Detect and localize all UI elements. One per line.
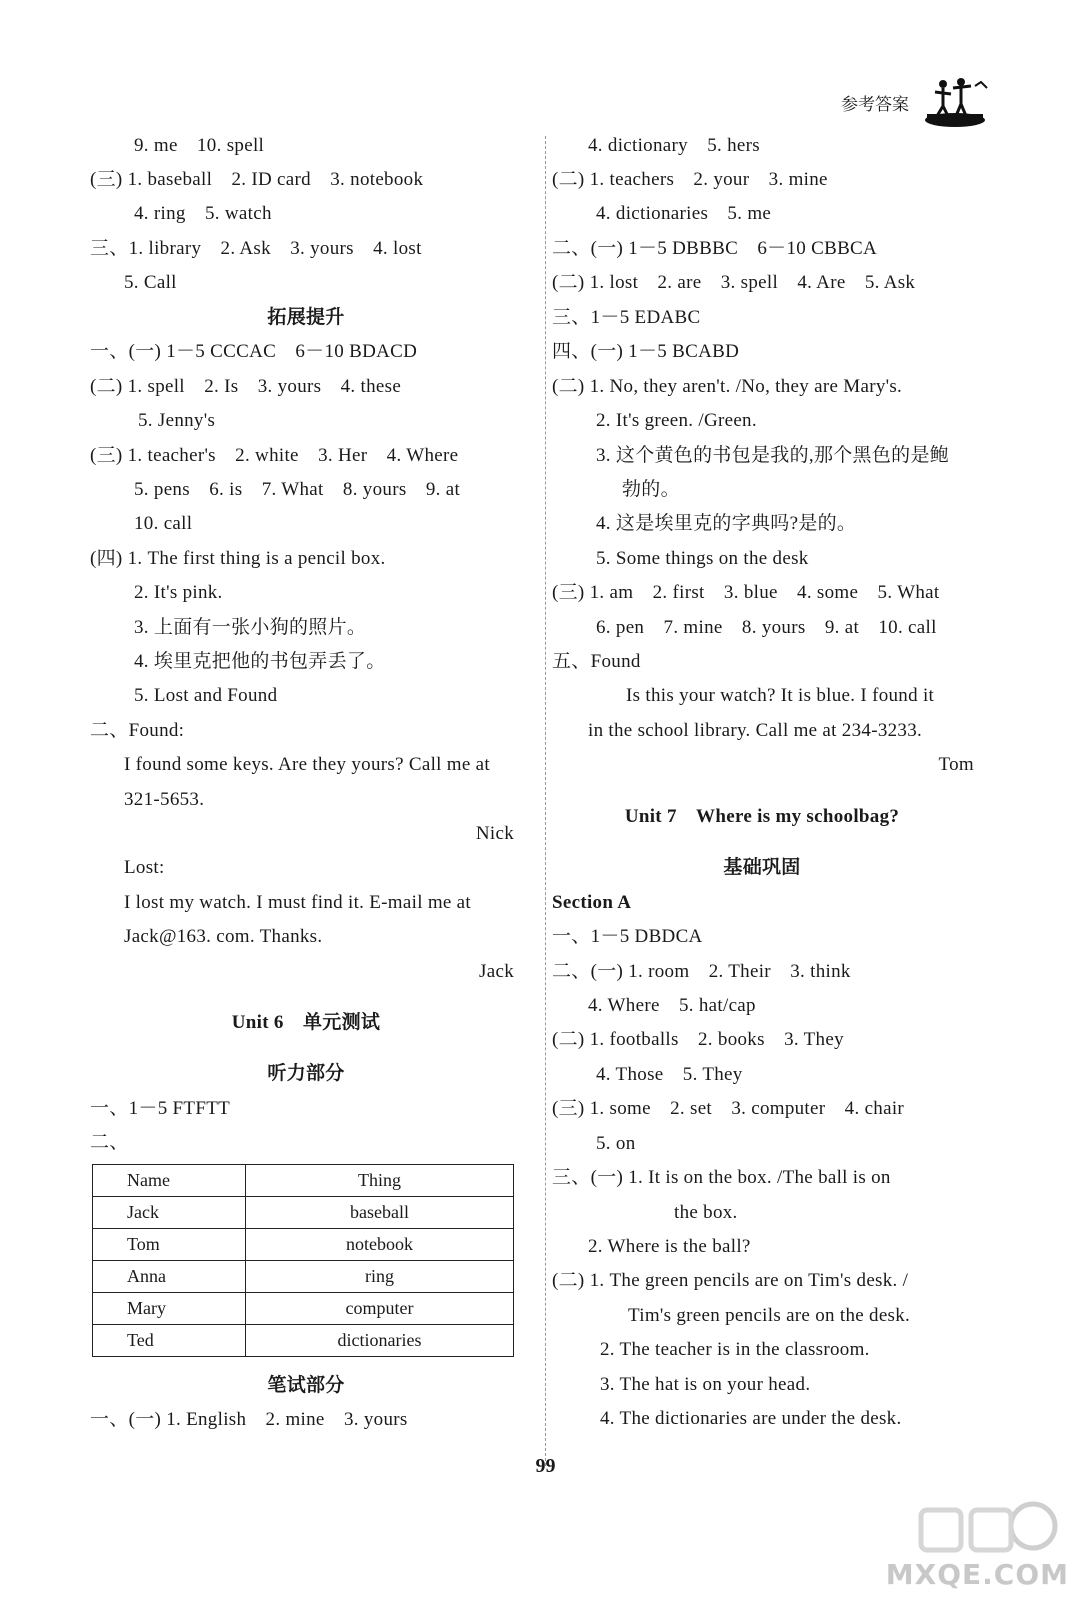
answer-line: (二) 1. spell 2. Is 3. yours 4. these — [90, 376, 402, 397]
table-cell: Mary — [93, 1293, 246, 1325]
answer-line: 2. Where is the ball? — [588, 1236, 751, 1257]
answer-line: Lost: — [124, 857, 165, 878]
section-heading: 基础巩固 — [723, 857, 801, 878]
answer-line: Is this your watch? It is blue. I found it — [626, 685, 935, 706]
answer-line: 一、1－5 DBDCA — [552, 926, 703, 947]
answer-line: (三) 1. some 2. set 3. computer 4. chair — [552, 1098, 905, 1119]
table-row — [93, 1197, 514, 1229]
answer-line: 3. 上面有一张小狗的照片。 — [134, 617, 367, 638]
answer-line: 三、1. library 2. Ask 3. yours 4. lost — [90, 238, 422, 259]
answer-line: 二、(一) 1－5 DBBBC 6－10 CBBCA — [552, 238, 878, 259]
answer-line: (四) 1. The first thing is a pencil box. — [90, 548, 386, 569]
answer-line: 一、(一) 1. English 2. mine 3. yours — [90, 1409, 408, 1430]
answer-line: 2. The teacher is in the classroom. — [600, 1339, 870, 1360]
answer-line: 5. Lost and Found — [134, 685, 278, 706]
answer-line: in the school library. Call me at 234-3233. — [588, 720, 923, 741]
page-number: 99 — [535, 1455, 556, 1477]
answer-line: 6. pen 7. mine 8. yours 9. at 10. call — [596, 617, 937, 638]
table-cell: Anna — [93, 1261, 246, 1293]
column-divider — [545, 136, 546, 1466]
answer-line: (二) 1. lost 2. are 3. spell 4. Are 5. Ask — [552, 272, 916, 293]
answer-line: 5. pens 6. is 7. What 8. yours 9. at — [134, 479, 461, 500]
answer-line: 勃的。 — [622, 479, 680, 500]
answer-line: I found some keys. Are they yours? Call me at — [124, 754, 490, 775]
table-header-row — [93, 1165, 514, 1197]
table-row — [93, 1261, 514, 1293]
header-title: 参考答案 — [841, 95, 909, 115]
table-cell: ring — [246, 1261, 514, 1293]
answer-line: 2. It's green. /Green. — [596, 410, 757, 431]
answer-line: 5. Some things on the desk — [596, 548, 809, 569]
answer-line: 4. dictionaries 5. me — [596, 203, 772, 224]
unit-heading: Unit 7 Where is my schoolbag? — [624, 806, 900, 827]
watermark-text: MXQE.COM — [885, 1558, 1069, 1591]
answer-line: 二、 — [90, 1132, 129, 1153]
answer-line: Tim's green pencils are on the desk. — [628, 1305, 911, 1326]
answer-line: (二) 1. No, they aren't. /No, they are Mary's. — [552, 376, 903, 397]
answer-line: 9. me 10. spell — [134, 135, 265, 156]
section-heading: 听力部分 — [267, 1063, 345, 1084]
table-cell: Tom — [93, 1229, 246, 1261]
section-heading: 拓展提升 — [267, 307, 345, 328]
answer-line: 二、Found: — [90, 720, 185, 741]
table-cell: dictionaries — [246, 1325, 514, 1357]
answer-line: 4. 埃里克把他的书包弄丢了。 — [134, 651, 386, 672]
answer-line: 4. Those 5. They — [596, 1064, 743, 1085]
answer-line: 一、1－5 FTFTT — [90, 1098, 231, 1119]
table-row — [93, 1325, 514, 1357]
unit-heading: Unit 6 单元测试 — [231, 1012, 381, 1033]
answer-line: (二) 1. The green pencils are on Tim's desk. / — [552, 1270, 909, 1291]
table-cell: notebook — [246, 1229, 514, 1261]
answer-line: 4. Where 5. hat/cap — [588, 995, 756, 1016]
table-header-cell: Name — [93, 1165, 246, 1197]
answer-line: 三、(一) 1. It is on the box. /The ball is on — [552, 1167, 891, 1188]
answer-line: 一、(一) 1－5 CCCAC 6－10 BDACD — [90, 341, 418, 362]
answer-line: I lost my watch. I must find it. E-mail me at — [124, 892, 471, 913]
answer-line: 五、Found — [552, 651, 641, 672]
answer-line: 10. call — [134, 513, 193, 534]
answer-line: 4. The dictionaries are under the desk. — [600, 1408, 902, 1429]
table-row — [93, 1229, 514, 1261]
answer-line: 3. The hat is on your head. — [600, 1374, 811, 1395]
table-cell: Jack — [93, 1197, 246, 1229]
table-cell: computer — [246, 1293, 514, 1325]
answer-line: 4. ring 5. watch — [134, 203, 272, 224]
listening-table — [92, 1164, 514, 1357]
signature: Tom — [938, 754, 974, 775]
signature: Jack — [479, 961, 514, 982]
answer-line: 4. dictionary 5. hers — [588, 135, 760, 156]
answer-line: (三) 1. teacher's 2. white 3. Her 4. Where — [90, 445, 459, 466]
table-header-cell: Thing — [246, 1165, 514, 1197]
answer-line: 四、(一) 1－5 BCABD — [552, 341, 740, 362]
answer-line: (三) 1. baseball 2. ID card 3. notebook — [90, 169, 424, 190]
table-cell: baseball — [246, 1197, 514, 1229]
answer-line: 5. on — [596, 1133, 636, 1154]
table-row — [93, 1293, 514, 1325]
answer-line: (二) 1. footballs 2. books 3. They — [552, 1029, 844, 1050]
answer-line: 3. 这个黄色的书包是我的,那个黑色的是鲍 — [596, 445, 950, 466]
header-logo-icon — [915, 72, 995, 132]
answer-line: 2. It's pink. — [134, 582, 223, 603]
table-cell: Ted — [93, 1325, 246, 1357]
answer-line: (二) 1. teachers 2. your 3. mine — [552, 169, 828, 190]
section-heading: Section A — [552, 892, 632, 913]
answer-line: 二、(一) 1. room 2. Their 3. think — [552, 961, 851, 982]
answer-line: Jack@163. com. Thanks. — [124, 926, 323, 947]
answer-line: 5. Jenny's — [138, 410, 216, 431]
signature: Nick — [475, 823, 514, 844]
answer-line: the box. — [674, 1202, 738, 1223]
answer-line: 5. Call — [124, 272, 177, 293]
answer-line: 三、1－5 EDABC — [552, 307, 701, 328]
answer-line: 4. 这是埃里克的字典吗?是的。 — [596, 513, 857, 534]
answer-line: (三) 1. am 2. first 3. blue 4. some 5. What — [552, 582, 940, 603]
answer-line: 321-5653. — [124, 789, 205, 810]
section-heading: 笔试部分 — [267, 1375, 345, 1396]
